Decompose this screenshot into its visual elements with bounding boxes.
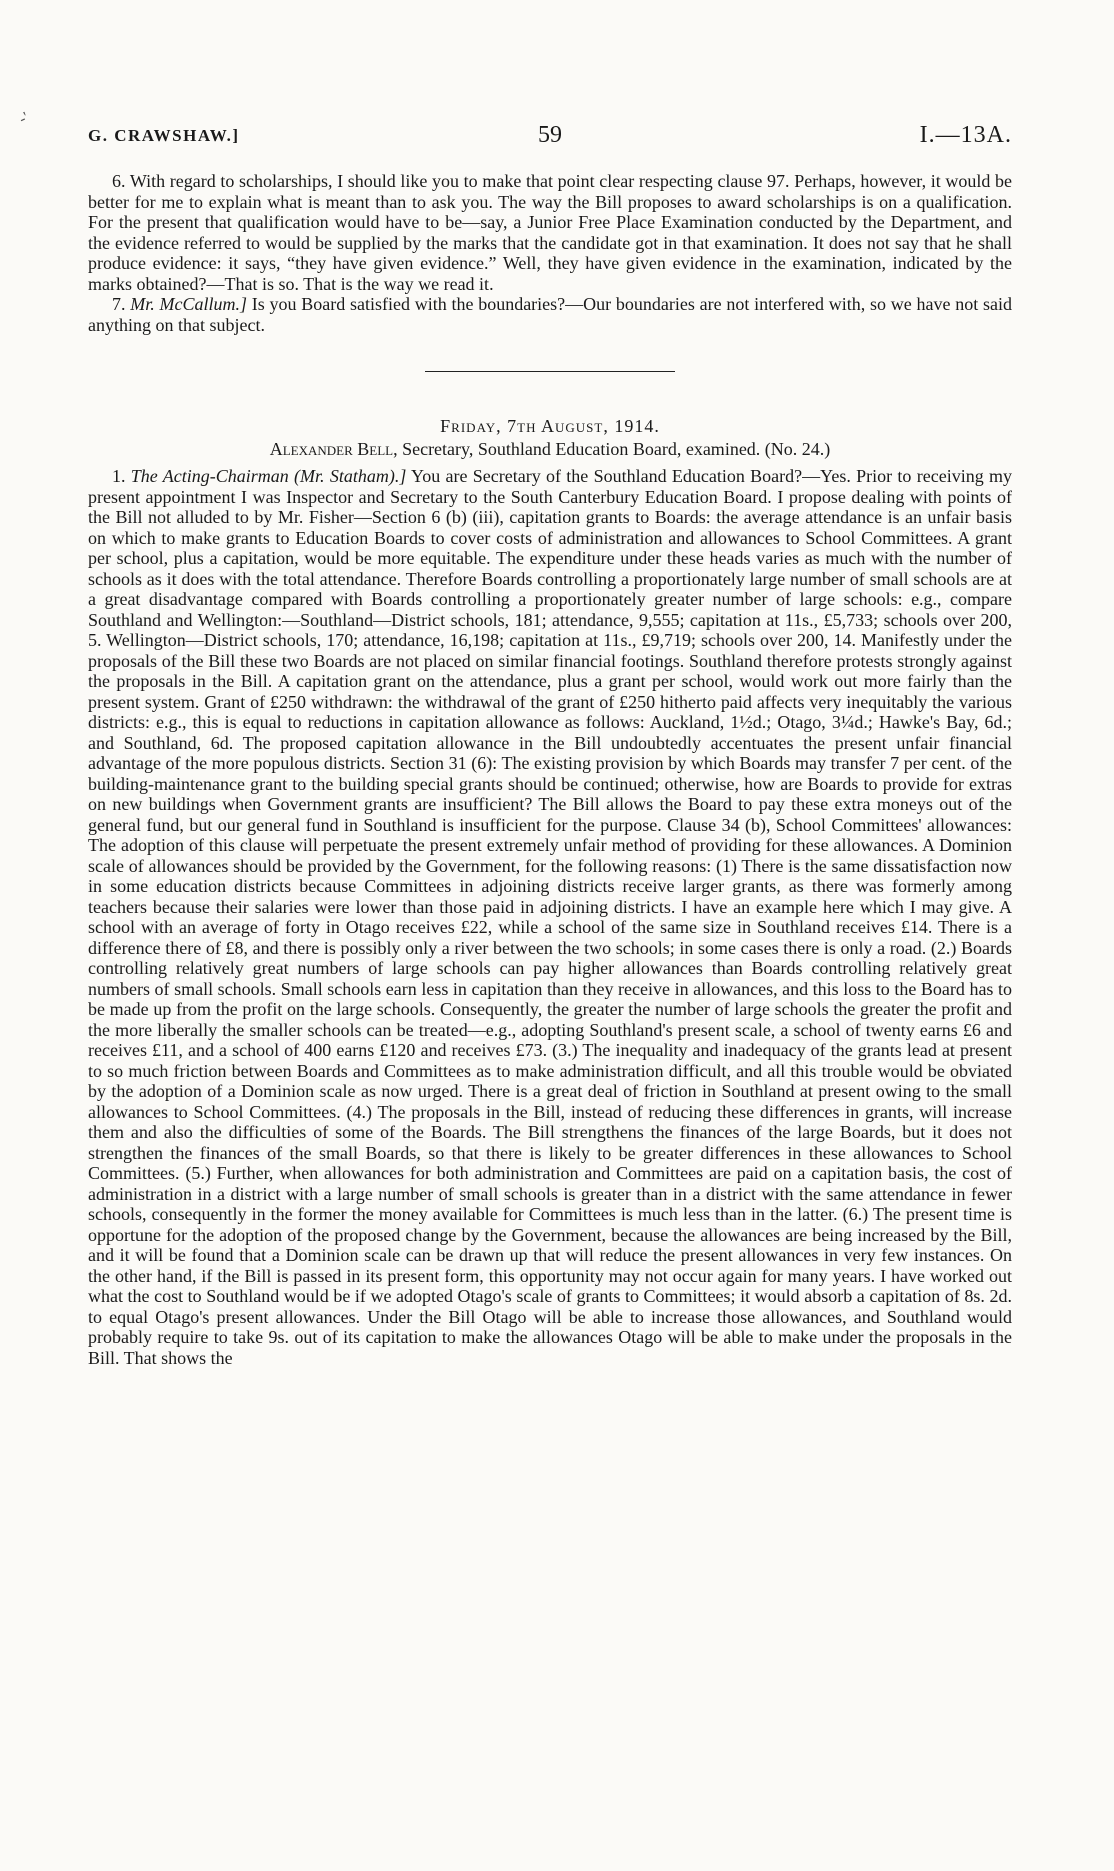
question-text: With regard to scholarships, I should like you to make that point clear respecting clause 97. Perhaps, however, it would be better for me to explain what is meant than to ask you. The way the Bill proposes to award scholarships is on a qualification. For the present that qualification would have to be—say, a Junior Free Place Examination conducted by the Department, and the evidence referred to would be supplied by the marks that the candidate got in that examination. It does not say that he shall produce evidence: it says, “they have given evidence.” Well, they have given evidence in the examination, indicated by the marks obtained?—That is so. That is the way we read it. [88, 171, 1012, 294]
question-7 [88, 294, 1012, 335]
witness-name: Alexander Bell [269, 439, 394, 459]
question-text: Is you Board satisfied with the boundaries?—Our boundaries are not interfered with, so we have not said anything on that subject. [88, 294, 1012, 335]
question-number: 7. [112, 294, 126, 314]
section-divider [425, 371, 675, 372]
question-number: 1. [112, 466, 126, 486]
page-number: 59 [538, 122, 562, 148]
speaker: The Acting-Chairman (Mr. Statham).] [130, 466, 407, 486]
header-witness: G. CRAWSHAW.] [88, 126, 240, 145]
page-header [88, 122, 1012, 156]
sitting-date: Friday, 7th August, 1914. [440, 416, 660, 436]
question-1 [88, 466, 1012, 1368]
speaker: Mr. McCallum.] [130, 294, 247, 314]
witness-heading [88, 439, 1012, 460]
question-6 [88, 171, 1012, 294]
page-body [88, 171, 1012, 1368]
witness-description: , Secretary, Southland Education Board, examined. (No. 24.) [393, 439, 831, 459]
document-reference: I.—13A. [919, 122, 1012, 148]
margin-mark: -' [16, 109, 32, 128]
question-text: You are Secretary of the Southland Education Board?—Yes. Prior to receiving my present appointment I was Inspector and Secretary to the South Canterbury Education Board. I propose dealing with points of the Bill not alluded to by Mr. Fisher—Section 6 (b) (iii), capitation grants to Boards: the average attendance is an unfair basis on which to make grants to Education Boards to cover costs of administration and allowances to School Committees. A grant per school, plus a capitation, would be more equitable. The expenditure under these heads varies as much with the number of schools as it does with the total attendance. Therefore Boards controlling a proportionately large number of small schools are at a great disadvantage compared with Boards controlling a proportionately greater number of large schools: e.g., compare Southland and Wellington:—Southland—District schools, 181; attendance, 9,555; capitation at 11s., £5,733; schools over 200, 5. Wellington—District schools, 170; attendance, 16,198; capitation at 11s., £9,719; schools over 200, 14. Manifestly under the proposals of the Bill these two Boards are not placed on similar financial footings. Southland therefore protests strongly against the proposals in the Bill. A capitation grant on the attendance, plus a grant per school, would work out more fairly than the present system. Grant of £250 withdrawn: the withdrawal of the grant of £250 hitherto paid affects very inequitably the various districts: e.g., this is equal to reductions in capitation allowance as follows: Auckland, 1½d.; Otago, 3¼d.; Hawke's Bay, 6d.; and Southland, 6d. The proposed capitation allowance in the Bill undoubtedly accentuates the present unfair financial advantage of the more populous districts. Section 31 (6): The existing provision by which Boards may transfer 7 per cent. of the building-maintenance grant to the building special grants should be continued; otherwise, how are Boards to provide for extras on new buildings when Government grants are insufficient? The Bill allows the Board to pay these extra moneys out of the general fund, but our general fund in Southland is insufficient for the purpose. Clause 34 (b), School Committees' allowances: The adoption of this clause will perpetuate the present extremely unfair method of providing for these allowances. A Dominion scale of allowances should be provided by the Government, for the following reasons: (1) There is the same dissatisfaction now in some education districts because Committees in adjoining districts receive larger grants, as there was formerly among teachers because their salaries were lower than those paid in adjoining districts. I have an example here which I may give. A school with an average of forty in Otago receives £22, while a school of the same size in Southland receives £14. There is a difference there of £8, and there is possibly only a river between the two schools; in some cases there is only a road. (2.) Boards controlling relatively great numbers of large schools can pay higher allowances than Boards controlling relatively great numbers of small schools. Small schools earn less in capitation than they receive in allowances, and this loss to the Board has to be made up from the profit on the large schools. Consequently, the greater the number of large schools the greater the profit and the more liberally the smaller schools can be treated—e.g., adopting Southland's present scale, a school of twenty earns £6 and receives £11, and a school of 400 earns £120 and receives £73. (3.) The inequality and inadequacy of the grants lead at present to so much friction between Boards and Committees as to make administration difficult, and all this trouble would be obviated by the adoption of a Dominion scale as now urged. There is a great deal of friction in Southland at present owing to the small allowances to School Committees. (4.) The proposals in the Bill, instead of reducing these differences in grants, will increase them and also the difficulties of some of the Boards. The Bill strengthens the finances of the large Boards, but it does not strengthen the finances of the small Boards, so that there is likely to be greater differences in these allowances to School Committees. (5.) Further, when allowances for both administration and Committees are paid on a capitation basis, the cost of administration in a district with a large number of small schools is greater than in a district with the same attendance in fewer schools, consequently in the former the money available for Committees is much less than in the latter. (6.) The present time is opportune for the adoption of the proposed change by the Government, because the allowances are being increased by the Bill, and it will be found that a Dominion scale can be drawn up that will reduce the present allowances in very few instances. On the other hand, if the Bill is passed in its present form, this opportunity may not occur again for many years. I have worked out what the cost to Southland would be if we adopted Otago's scale of grants to Committees; it would absorb a capitation of 8s. 2d. to equal Otago's present allowances. Under the Bill Otago will be able to increase those allowances, and Southland would probably require to take 9s. out of its capitation to make the allowances Otago will be able to make under the proposals in the Bill. That shows the [88, 466, 1012, 1368]
question-number: 6. [112, 171, 126, 191]
